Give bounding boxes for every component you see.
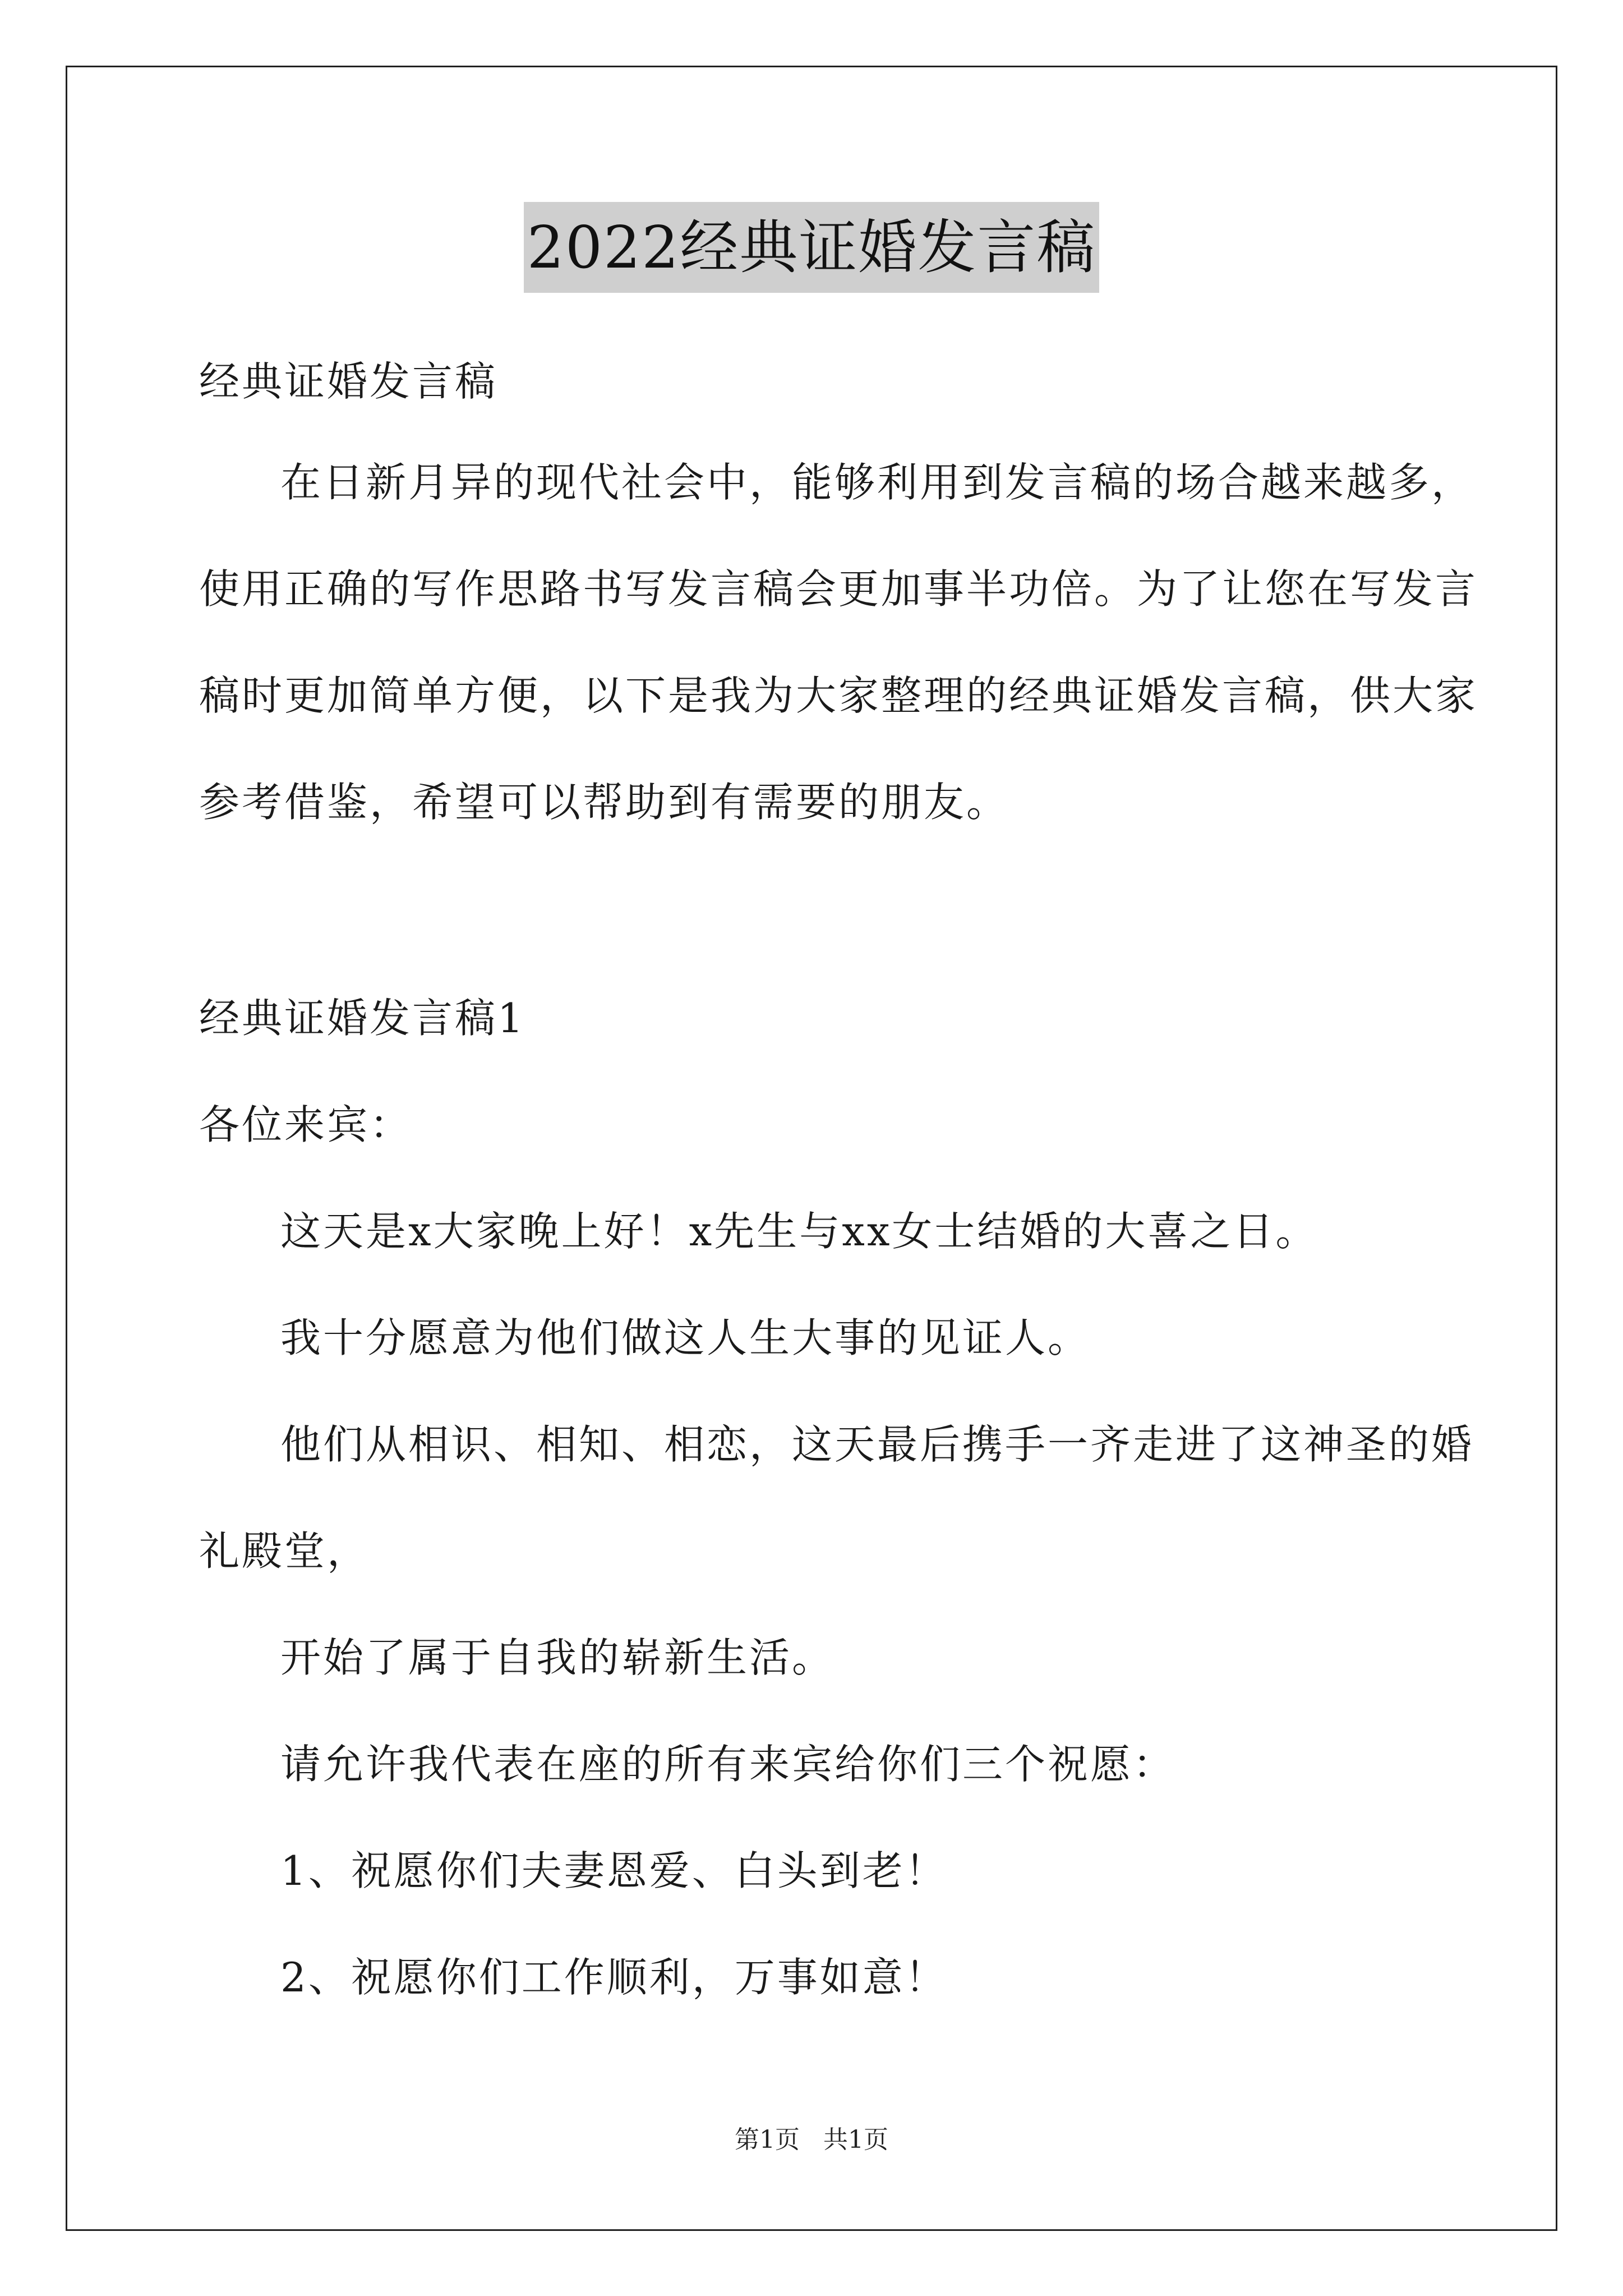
body-line-3: 他们从相识、相知、相恋，这天最后携手一齐走进了这神圣的婚 <box>280 1421 1474 1468</box>
body-line-6: 请允许我代表在座的所有来宾给你们三个祝愿： <box>280 1741 1176 1788</box>
intro-line-4: 参考借鉴，希望可以帮助到有需要的朋友。 <box>199 779 1009 826</box>
document-title: 2022经典证婚发言稿 <box>524 202 1100 293</box>
section-heading: 经典证婚发言稿1 <box>199 995 525 1042</box>
body-line-4: 礼殿堂， <box>199 1527 370 1575</box>
title-container <box>0 202 1623 293</box>
subtitle-line: 经典证婚发言稿 <box>199 358 498 405</box>
page-footer: 第1页 共1页 <box>735 2125 888 2154</box>
body-line-5: 开始了属于自我的崭新生活。 <box>280 1634 835 1681</box>
wish-line-2: 2、祝愿你们工作顺利，万事如意！ <box>280 1954 948 2001</box>
salutation: 各位来宾： <box>199 1101 413 1148</box>
wish-line-1: 1、祝愿你们夫妻恩爱、白头到老！ <box>280 1847 948 1894</box>
intro-line-2: 使用正确的写作思路书写发言稿会更加事半功倍。为了让您在写发言 <box>199 565 1478 613</box>
body-line-2: 我十分愿意为他们做这人生大事的见证人。 <box>280 1314 1091 1361</box>
intro-line-1: 在日新月异的现代社会中，能够利用到发言稿的场合越来越多， <box>280 459 1474 506</box>
body-line-1: 这天是x大家晚上好！x先生与xx女士结婚的大喜之日。 <box>280 1208 1318 1255</box>
intro-line-3: 稿时更加简单方便，以下是我为大家整理的经典证婚发言稿，供大家 <box>199 672 1478 719</box>
